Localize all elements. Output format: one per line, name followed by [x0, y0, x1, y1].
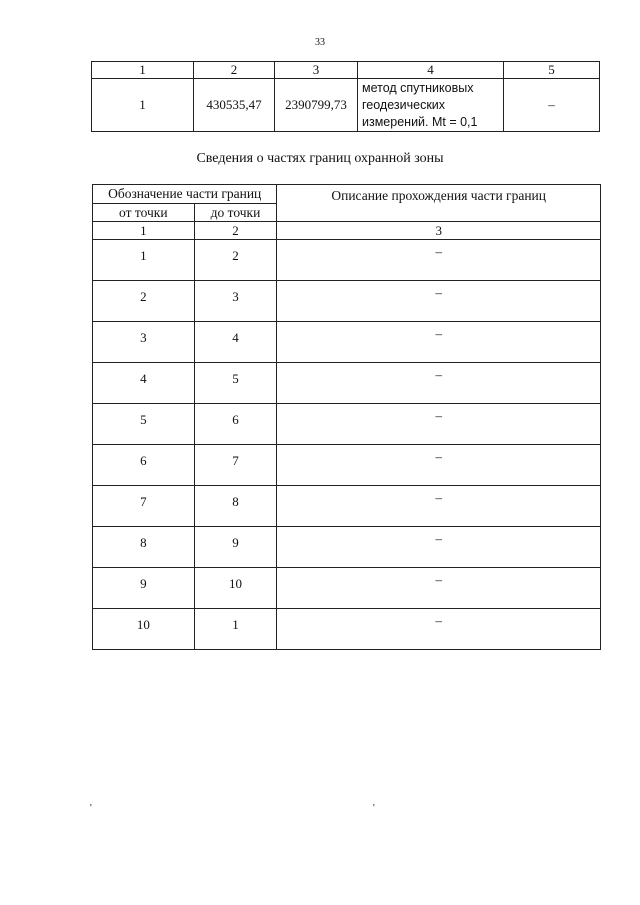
from-point-header: от точки [93, 204, 195, 222]
from-point: 3 [93, 322, 195, 363]
from-point: 6 [93, 445, 195, 486]
boundary-parts-table [92, 184, 601, 650]
description: – [277, 445, 601, 486]
from-point: 5 [93, 404, 195, 445]
from-point: 4 [93, 363, 195, 404]
note-cell: – [504, 79, 600, 132]
to-point: 8 [194, 486, 277, 527]
table-row [93, 404, 601, 445]
description-header: Описание прохождения части границ [277, 185, 601, 222]
column-number: 1 [92, 62, 194, 79]
description: – [277, 568, 601, 609]
coordinate-x: 430535,47 [194, 79, 275, 132]
point-number: 1 [92, 79, 194, 132]
table-row [93, 281, 601, 322]
to-point: 7 [194, 445, 277, 486]
page-number: 33 [315, 37, 325, 48]
description: – [277, 363, 601, 404]
table-row [93, 363, 601, 404]
to-point: 4 [194, 322, 277, 363]
section-title: Сведения о частях границ охранной зоны [196, 151, 444, 166]
table-row [93, 527, 601, 568]
to-point: 3 [194, 281, 277, 322]
from-point: 1 [93, 240, 195, 281]
column-number: 4 [358, 62, 504, 79]
table-row [93, 322, 601, 363]
footer-mark: ' [373, 803, 375, 814]
column-number: 5 [504, 62, 600, 79]
method-line: геодезических [362, 97, 446, 112]
description: – [277, 527, 601, 568]
description: – [277, 240, 601, 281]
to-point-header: до точки [194, 204, 277, 222]
table-row [93, 486, 601, 527]
to-point: 5 [194, 363, 277, 404]
footer-mark: ' [90, 803, 92, 814]
to-point: 10 [194, 568, 277, 609]
to-point: 9 [194, 527, 277, 568]
from-point: 7 [93, 486, 195, 527]
table-row [92, 79, 600, 132]
to-point: 6 [194, 404, 277, 445]
to-point: 2 [194, 240, 277, 281]
from-point: 8 [93, 527, 195, 568]
coordinates-table [91, 61, 600, 132]
column-number: 3 [275, 62, 358, 79]
description: – [277, 281, 601, 322]
table-row [93, 568, 601, 609]
table-row [93, 609, 601, 650]
from-point: 9 [93, 568, 195, 609]
table-header-row [93, 185, 601, 204]
coordinate-y: 2390799,73 [275, 79, 358, 132]
column-number: 2 [194, 62, 275, 79]
from-point: 2 [93, 281, 195, 322]
column-number: 1 [93, 222, 195, 240]
column-number: 2 [194, 222, 277, 240]
method-description [358, 79, 504, 132]
column-number-row [93, 222, 601, 240]
table-row [93, 445, 601, 486]
group-header: Обозначение части границ [93, 185, 277, 204]
method-line: измерений. Mt = 0,1 [362, 114, 478, 129]
table-row [93, 240, 601, 281]
description: – [277, 322, 601, 363]
description: – [277, 486, 601, 527]
description: – [277, 609, 601, 650]
to-point: 1 [194, 609, 277, 650]
column-number: 3 [277, 222, 601, 240]
from-point: 10 [93, 609, 195, 650]
table-header-row [92, 62, 600, 79]
description: – [277, 404, 601, 445]
method-line: метод спутниковых [362, 80, 474, 95]
